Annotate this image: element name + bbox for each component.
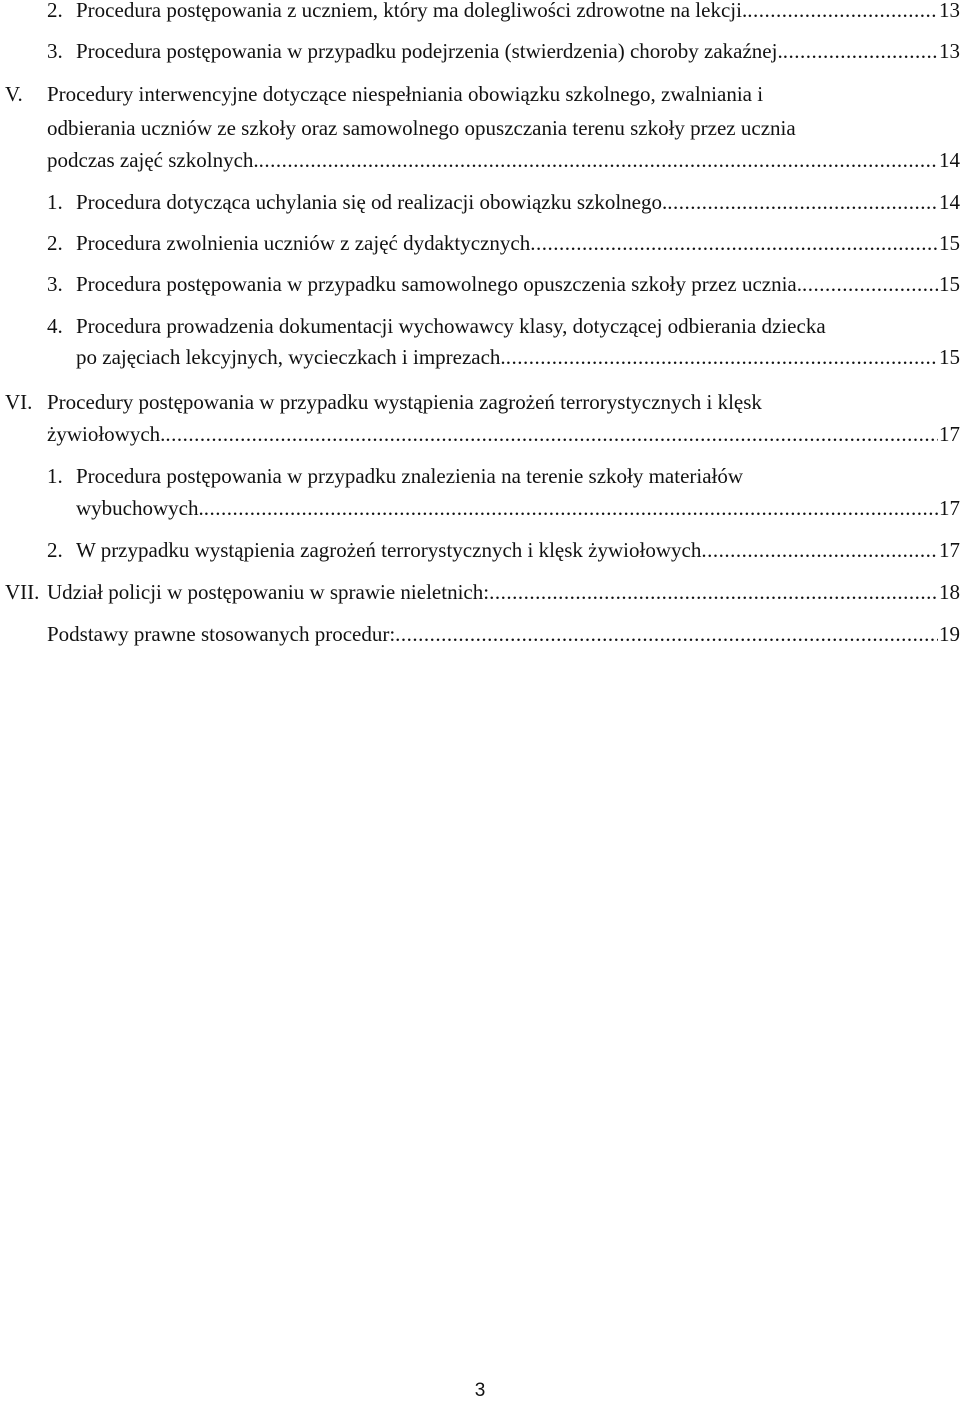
toc-entry-number: VI.: [5, 390, 33, 414]
toc-entry-number: VII.: [5, 580, 40, 604]
toc-entry-title: Procedura zwolnienia uczniów z zajęć dydaktycznych: [76, 231, 531, 255]
toc-leader-dots: [701, 534, 938, 566]
toc-entry-title-line: Procedura postępowania w przypadku znalezienia na terenie szkoły materiałów: [76, 464, 744, 488]
toc-entry-title: Procedura postępowania z uczniem, który ma dolegliwości zdrowotne na lekcji.: [76, 0, 748, 22]
toc-leader-dots: [530, 227, 938, 259]
toc-entry-title: po zajęciach lekcyjnych, wycieczkach i imprezach.: [76, 345, 506, 369]
toc-leader-dots: [165, 418, 938, 450]
toc-entry[interactable]: [47, 186, 960, 218]
toc-entry-title: W przypadku wystąpienia zagrożeń terrorystycznych i klęsk żywiołowych: [76, 538, 702, 562]
toc-entry-title: Procedura postępowania w przypadku samowolnego opuszczenia szkoły przez ucznia.: [76, 272, 802, 296]
toc-entry-number: 1.: [47, 190, 63, 214]
toc-entry-page: 14: [939, 190, 960, 214]
toc-leader-dots: [395, 618, 938, 650]
toc-leader-dots: [783, 35, 938, 67]
toc-entry-number: 2.: [47, 538, 63, 562]
toc-entry-page: 17: [939, 538, 960, 562]
toc-entry-title: Udział policji w postępowaniu w sprawie nieletnich:: [47, 580, 490, 604]
toc-entry-title: Podstawy prawne stosowanych procedur:: [47, 622, 396, 646]
toc-entry[interactable]: [47, 0, 960, 26]
toc-leader-dots: [747, 0, 938, 26]
toc-leader-dots: [506, 341, 938, 373]
toc-entry-title: Procedura dotycząca uchylania się od realizacji obowiązku szkolnego.: [76, 190, 668, 214]
toc-leader-dots: [489, 576, 938, 608]
toc-entry-number: 3.: [47, 39, 63, 63]
toc-entry-title: wybuchowych.: [76, 496, 204, 520]
toc-entry-number: 1.: [47, 464, 63, 488]
toc-entry[interactable]: [47, 144, 960, 176]
toc-entry-page: 15: [939, 345, 960, 369]
toc-entry-title: podczas zajęć szkolnych.: [47, 148, 259, 172]
toc-entry[interactable]: [47, 227, 960, 259]
toc-entry[interactable]: [47, 618, 960, 650]
toc-entry-page: 17: [939, 422, 960, 446]
toc-entry[interactable]: [47, 534, 960, 566]
toc-entry[interactable]: [47, 418, 960, 450]
toc-entry-number: 2.: [47, 0, 63, 22]
toc-leader-dots: [204, 492, 938, 524]
toc-entry-page: 15: [939, 272, 960, 296]
toc-entry-page: 18: [939, 580, 960, 604]
toc-entry-title-line: odbierania uczniów ze szkoły oraz samowolnego opuszczania terenu szkoły przez ucznia: [47, 116, 796, 140]
toc-entry-number: 2.: [47, 231, 63, 255]
toc-entry-number: 3.: [47, 272, 63, 296]
toc-entry-page: 13: [939, 39, 960, 63]
toc-entry[interactable]: [47, 576, 960, 608]
toc-leader-dots: [259, 144, 938, 176]
toc-entry[interactable]: [47, 268, 960, 300]
toc-entry-title-line: Procedury postępowania w przypadku wystąpienia zagrożeń terrorystycznych i klęsk: [47, 390, 762, 414]
toc-entry-number: V.: [5, 82, 23, 106]
toc-entry-page: 14: [939, 148, 960, 172]
page-number: 3: [474, 1380, 486, 1401]
toc-entry-page: 13: [939, 0, 960, 22]
toc-entry[interactable]: [47, 35, 960, 67]
toc-entry-title: Procedura postępowania w przypadku podejrzenia (stwierdzenia) choroby zakaźnej.: [76, 39, 783, 63]
toc-entry-title-line: Procedura prowadzenia dokumentacji wychowawcy klasy, dotyczącej odbierania dziecka: [76, 314, 826, 338]
toc-entry[interactable]: [76, 341, 960, 373]
toc-entry-title-line: Procedury interwencyjne dotyczące niespełniania obowiązku szkolnego, zwalniania i: [47, 82, 764, 106]
toc-entry-page: 15: [939, 231, 960, 255]
toc-entry[interactable]: [76, 492, 960, 524]
toc-entry-page: 19: [939, 622, 960, 646]
toc-leader-dots: [667, 186, 938, 218]
toc-entry-title: żywiołowych.: [47, 422, 166, 446]
toc-entry-number: 4.: [47, 314, 63, 338]
toc-leader-dots: [802, 268, 938, 300]
toc-entry-page: 17: [939, 496, 960, 520]
